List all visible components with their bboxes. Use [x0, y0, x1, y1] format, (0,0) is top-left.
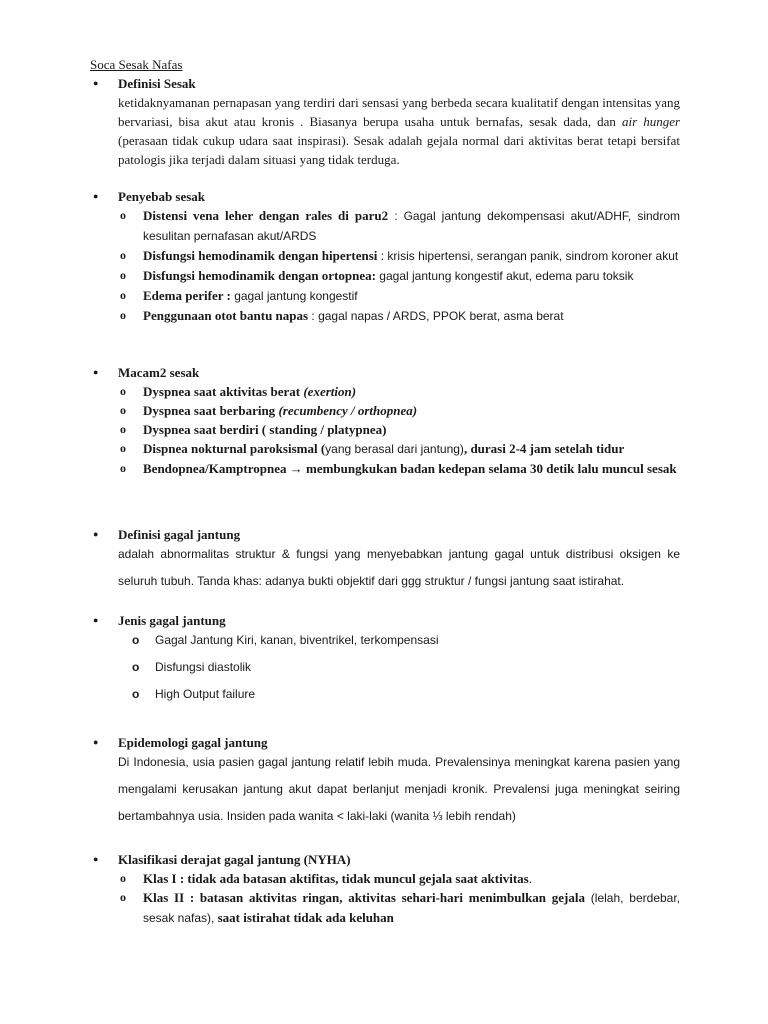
section-heading: ● Definisi Sesak [90, 74, 680, 93]
dyspnea-type-list [90, 382, 680, 478]
item-text: yang berasal dari jantung) [325, 442, 464, 456]
list-item [118, 420, 680, 439]
item-term: Dyspnea saat berbaring [143, 403, 276, 418]
item-text: (lelah, berdebar, sesak nafas), [143, 891, 681, 925]
item-text: : Gagal jantung dekompensasi akut/ADHF, sindrom kesulitan pernafasan akut/ARDS [143, 209, 680, 243]
list-item [118, 382, 680, 401]
section-heading: ● Macam2 sesak [90, 363, 680, 382]
item-term: Klas I : tidak ada batasan aktifitas, tidak muncul gejala saat aktivitas [143, 871, 529, 886]
section-heading: ● Klasifikasi derajat gagal jantung (NYHA) [90, 850, 680, 869]
section-klasifikasi-nyha [90, 850, 680, 928]
item-text: gagal jantung kongestif akut, edema paru toksik [375, 269, 634, 283]
item-text: : krisis hipertensi, serangan panik, sindrom koroner akut [377, 249, 679, 263]
list-item [118, 266, 680, 286]
list-item [118, 869, 680, 888]
item-text: : gagal napas / ARDS, PPOK berat, asma berat [308, 309, 564, 323]
section-jenis-gagal-jantung [90, 611, 680, 712]
body-italic-term: air hunger [621, 114, 681, 129]
item-term: Dispnea nokturnal paroksismal ( [143, 441, 326, 456]
item-term: Disfungsi hemodinamik dengan hipertensi [143, 248, 378, 263]
section-heading: ● Definisi gagal jantung [90, 525, 680, 544]
item-term: Edema perifer : [143, 288, 231, 303]
section-definisi-sesak [90, 74, 680, 169]
section-body [90, 93, 680, 169]
list-item [118, 246, 680, 266]
body-text: ketidaknyamanan pernapasan yang terdiri dari sensasi yang berbeda secara kualitatif dengan intensitas yang bervariasi, bisa akut atau kronis . Biasanya berupa usaha untuk bernafas, sesak dada, dan [118, 95, 680, 129]
item-term: Klas II : batasan aktivitas ringan, aktivitas sehari-hari menimbulkan gejala [143, 890, 585, 905]
list-item [118, 401, 680, 420]
nyha-class-list [90, 869, 680, 928]
item-term: , durasi 2-4 jam setelah tidur [463, 441, 625, 456]
list-item: o Disfungsi diastolik [130, 658, 680, 677]
section-body: Di Indonesia, usia pasien gagal jantung relatif lebih muda. Prevalensinya meningkat karena pasien yang mengalami kerusakan jantung akut dapat berlanjut menjadi kronik. Prevalensi juga meningkat seiring bertambahnya usia. Insiden pada wanita < laki-laki (wanita ⅓ lebih rendah) [118, 755, 680, 823]
item-term: saat istirahat tidak ada keluhan [214, 910, 394, 925]
body-text: (perasaan tidak cukup udara saat inspirasi). Sesak adalah gejala normal dari aktivitas berat tetapi bersifat patologis jika terjadi dalam situasi yang tidak terduga. [118, 133, 680, 167]
item-term: Disfungsi hemodinamik dengan ortopnea: [143, 268, 376, 283]
list-item: o Gagal Jantung Kiri, kanan, biventrikel, terkompensasi [130, 631, 680, 650]
section-penyebab-sesak [90, 187, 680, 326]
section-heading: ● Epidemologi gagal jantung [90, 733, 680, 752]
section-epidemologi [90, 733, 680, 830]
list-item [118, 888, 680, 928]
type-list [90, 631, 680, 704]
section-definisi-gagal-jantung [90, 525, 680, 595]
item-term: Dyspnea saat berdiri ( standing / platypnea) [143, 422, 387, 437]
item-italic: (recumbency / orthopnea) [278, 403, 418, 418]
list-item: o High Output failure [130, 685, 680, 704]
cause-list [90, 206, 680, 326]
item-text: gagal jantung kongestif [230, 289, 358, 303]
item-text: . [528, 871, 532, 886]
item-term: Penggunaan otot bantu napas [143, 308, 309, 323]
list-item [118, 306, 680, 326]
item-italic: (exertion) [303, 384, 357, 399]
list-item [118, 439, 680, 459]
section-macam-sesak [90, 363, 680, 478]
document-title: Soca Sesak Nafas [90, 57, 183, 72]
item-term: Distensi vena leher dengan rales di paru2 [143, 208, 389, 223]
section-heading: ● Jenis gagal jantung [90, 611, 680, 630]
item-term: Bendopnea/Kamptropnea → membungkukan badan kedepan selama 30 detik lalu muncul sesak [143, 461, 677, 476]
list-item [118, 286, 680, 306]
item-term: Dyspnea saat aktivitas berat [143, 384, 301, 399]
section-body: adalah abnormalitas struktur & fungsi yang menyebabkan jantung gagal untuk distribusi oksigen ke seluruh tubuh. Tanda khas: adanya bukti objektif dari ggg struktur / fungsi jantung saat istirahat. [118, 547, 680, 588]
list-item [118, 206, 680, 246]
section-heading: ● Penyebab sesak [90, 187, 680, 206]
list-item [118, 459, 680, 478]
